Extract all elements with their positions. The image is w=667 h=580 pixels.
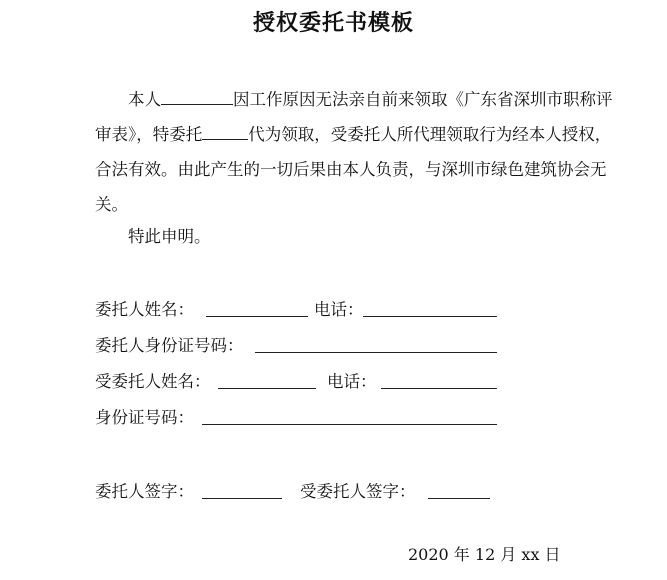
agent-name-label: 受委托人姓名： [95, 372, 211, 391]
principal-sign-field[interactable] [202, 498, 282, 499]
id-number-field[interactable] [202, 424, 497, 425]
paragraph-text-start: 本人 [128, 90, 161, 109]
authorization-paragraph [95, 82, 615, 222]
principal-name-blank[interactable] [161, 103, 233, 105]
agent-phone-field[interactable] [381, 388, 497, 389]
paragraph-text-end: 代为领取，受委托人所代理领取行为经本人授权，合法有效。由此产生的一切后果由本人负责，与深圳市绿色建筑协会无关。 [95, 125, 612, 214]
id-number-label: 身份证号码： [95, 408, 194, 427]
agent-name-field[interactable] [218, 388, 316, 389]
principal-name-field[interactable] [206, 316, 308, 317]
page-title: 授权委托书模板 [252, 11, 414, 36]
principal-phone-field[interactable] [363, 316, 497, 317]
phone-label-2: 电话： [327, 372, 377, 391]
principal-name-label: 委托人姓名： [95, 300, 194, 319]
principal-sign-label: 委托人签字： [95, 482, 194, 501]
date: 2020 年 12 月 xx 日 [408, 545, 561, 564]
principal-id-field[interactable] [255, 352, 497, 353]
declaration: 特此申明。 [128, 227, 211, 246]
agent-sign-field[interactable] [428, 498, 490, 499]
principal-id-label: 委托人身份证号码： [95, 336, 244, 355]
paragraph-text-middle: 因工作原因无法亲自前来领取《广东省深圳市职称评审表》，特委托 [95, 90, 613, 144]
agent-sign-label: 受委托人签字： [300, 482, 416, 501]
agent-name-blank[interactable] [202, 138, 248, 140]
phone-label-1: 电话： [314, 300, 364, 319]
